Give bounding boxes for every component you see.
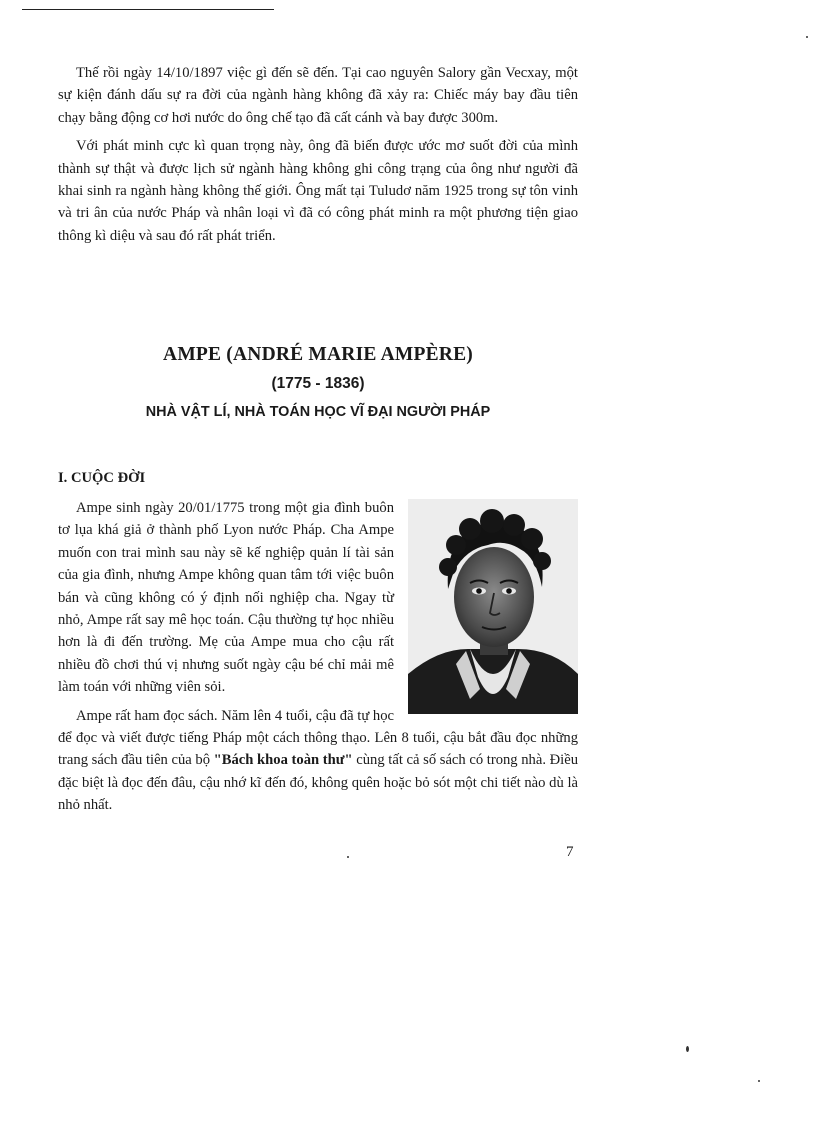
- portrait-illustration: [408, 499, 578, 714]
- biography-text: cùng tất cả số sách có trong nhà. Điều đặc biệt là đọc đến đâu, cậu nhớ kĩ đến đó, không quên hoặc bỏ sót một chi tiết nào dù là nhỏ nhất.: [58, 752, 579, 814]
- biography-section: [58, 497, 578, 817]
- intro-paragraph: Thế rồi ngày 14/10/1897 việc gì đến sẽ đến. Tại cao nguyên Salory gần Vecxay, một sự kiện đánh dấu sự ra đời của ngành hàng không đã xảy ra: Chiếc máy bay đầu tiên chạy bằng động cơ hơi nước do ông chế tạo đã cất cánh và bay được 300m.: [58, 65, 578, 126]
- portrait-image: [408, 499, 578, 714]
- scan-speck: [758, 1080, 760, 1082]
- scan-speck: [686, 1046, 689, 1052]
- scan-speck: [806, 36, 808, 38]
- chapter-title: AMPE (ANDRÉ MARIE AMPÈRE): [163, 344, 473, 365]
- chapter-years: (1775 - 1836): [271, 375, 365, 392]
- book-title: "Bách khoa toàn thư": [213, 752, 353, 769]
- scan-speck: [347, 856, 349, 858]
- section-heading: I. CUỘC ĐỜI: [58, 470, 146, 486]
- intro-text: [58, 62, 578, 247]
- biography-paragraph: [58, 705, 578, 817]
- biography-paragraph: Ampe sinh ngày 20/01/1775 trong một gia đình buôn tơ lụa khá giả ở thành phố Lyon nước Pháp. Cha Ampe muốn con trai mình sau này sẽ kế nghiệp quản lí tài sản của gia đình, nhưng Ampe không quan tâm tới việc buôn bán và cũng không có ý định nối nghiệp cha. Ngay từ nhỏ, Ampe rất say mê học toán. Cậu thường tự học nhiều hơn là đi đến trường. Mẹ của Ampe mua cho cậu rất nhiều đồ chơi thú vị nhưng suốt ngày cậu bé chỉ mải mê làm toán với những viên sỏi.: [58, 500, 394, 696]
- header-rule: [22, 9, 274, 10]
- biography-text: Ampe rất ham đọc sách. Năm lên 4 tuổi, cậu đã tự học để đọc và viết được tiếng Pháp một cách thông thạo. Lên 8 tuổi, cậu bắt đầu đọc những trang sách đầu tiên của bộ: [58, 707, 578, 769]
- page-number: 7: [566, 844, 574, 860]
- chapter-subtitle: NHÀ VẬT LÍ, NHÀ TOÁN HỌC VĨ ĐẠI NGƯỜI PHÁP: [145, 404, 491, 420]
- intro-paragraph: Với phát minh cực kì quan trọng này, ông đã biến được ước mơ suốt đời của mình thành sự thật và được lịch sử ngành hàng không ghi công trạng của ông như người đã khai sinh ra ngành hàng không thế giới. Ông mất tại Tuludơ năm 1925 trong sự tôn vinh và tri ân của nước Pháp và nhân loại vì đã có công phát minh ra một phương tiện giao thông kì diệu và sau đó rất phát triển.: [58, 138, 578, 244]
